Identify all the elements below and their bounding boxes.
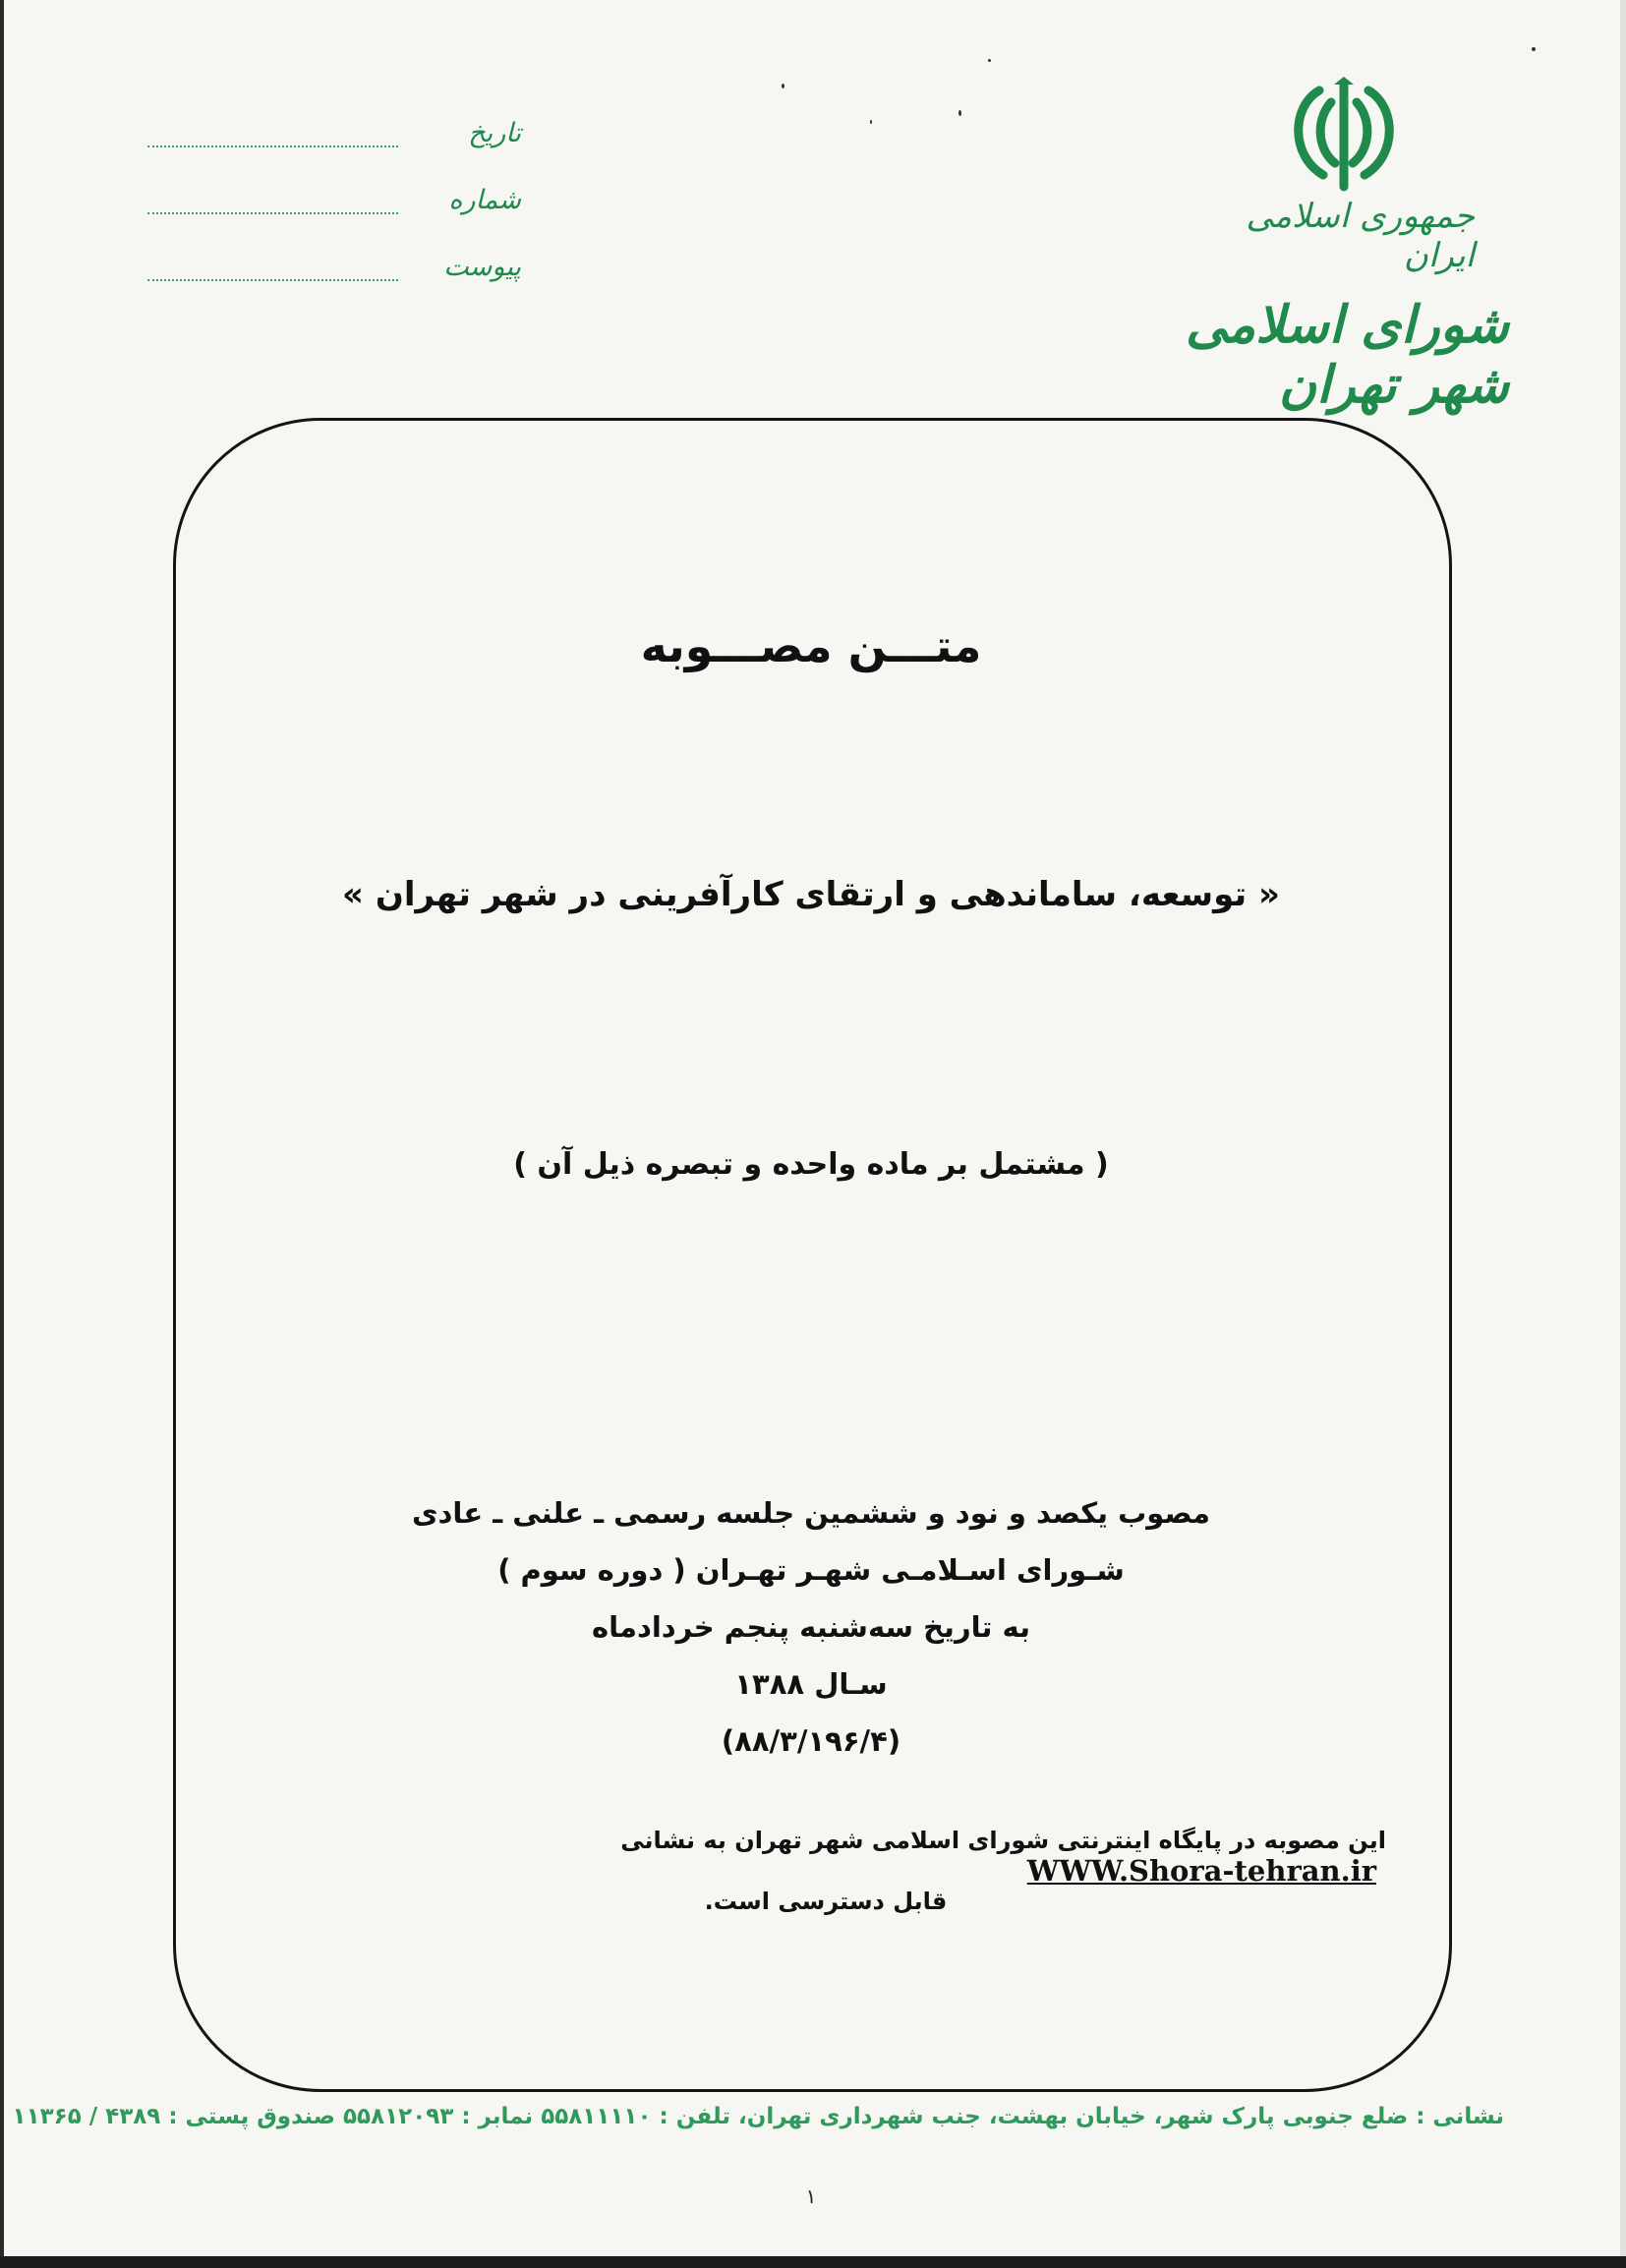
footer-address: نشانی : ضلع جنوبی پارک شهر، خیابان بهشت، جنب شهرداری تهران، تلفن : ۵۵۸۱۱۱۱۰ نمابر : ۵۵۸۱۲۰۹۳ صندوق پستی : ۴۳۸۹ / ۱۱۳۶۵ bbox=[12, 2104, 1504, 2129]
attachment-field bbox=[147, 252, 521, 291]
website-note bbox=[246, 1827, 1386, 1888]
scan-speck bbox=[1532, 47, 1536, 51]
date-field bbox=[147, 118, 521, 157]
scan-speck bbox=[988, 59, 991, 62]
scan-edge-right bbox=[1620, 0, 1626, 2268]
approval-date: به تاریخ سه‌شنبه پنجم خردادماه bbox=[592, 1610, 1030, 1644]
council-name: شورای اسلامی شهر تهران bbox=[1185, 295, 1509, 415]
letter-meta-fields bbox=[147, 118, 521, 305]
scan-speck bbox=[870, 120, 872, 124]
scan-edge-left bbox=[0, 0, 4, 2268]
number-line bbox=[147, 212, 398, 214]
website-note-suffix: قابل دسترسی است. bbox=[704, 1888, 948, 1915]
scan-speck bbox=[782, 84, 784, 88]
number-label: شماره bbox=[448, 185, 521, 215]
iran-emblem-icon bbox=[1280, 77, 1408, 193]
approval-year: سـال ۱۳۸۸ bbox=[734, 1667, 888, 1701]
approval-info bbox=[354, 1484, 1268, 1799]
approval-council: شـورای اسـلامـی شهـر تهـران ( دوره سوم ) bbox=[497, 1553, 1125, 1587]
scan-speck bbox=[958, 110, 961, 116]
attachment-label: پیوست bbox=[443, 252, 521, 282]
attachment-line bbox=[147, 279, 398, 281]
website-url-link[interactable]: WWW.Shora-tehran.ir bbox=[1026, 1854, 1376, 1888]
page-number: ۱ bbox=[805, 2184, 817, 2208]
number-field bbox=[147, 185, 521, 224]
approval-session: مصوب یکصد و نود و ششمین جلسه رسمی ـ علنی ـ عادی bbox=[411, 1496, 1211, 1530]
date-line bbox=[147, 145, 398, 147]
website-note-prefix: این مصوبه در پایگاه اینترنتی شورای اسلامی شهر تهران به نشانی bbox=[620, 1827, 1386, 1854]
document-scope: ( مشتمل بر ماده واحده و تبصره ذیل آن ) bbox=[513, 1147, 1109, 1182]
document-subject: « توسعه، ساماندهی و ارتقای کارآفرینی در شهر تهران » bbox=[342, 875, 1280, 914]
country-name: جمهوری اسلامی ایران bbox=[1246, 197, 1475, 275]
scan-edge-bottom bbox=[0, 2256, 1626, 2268]
approval-code: (۸۸/۳/۱۹۶/۴) bbox=[721, 1724, 901, 1758]
document-title: متـــن مصـــوبه bbox=[640, 619, 982, 672]
date-label: تاریخ bbox=[468, 118, 521, 148]
